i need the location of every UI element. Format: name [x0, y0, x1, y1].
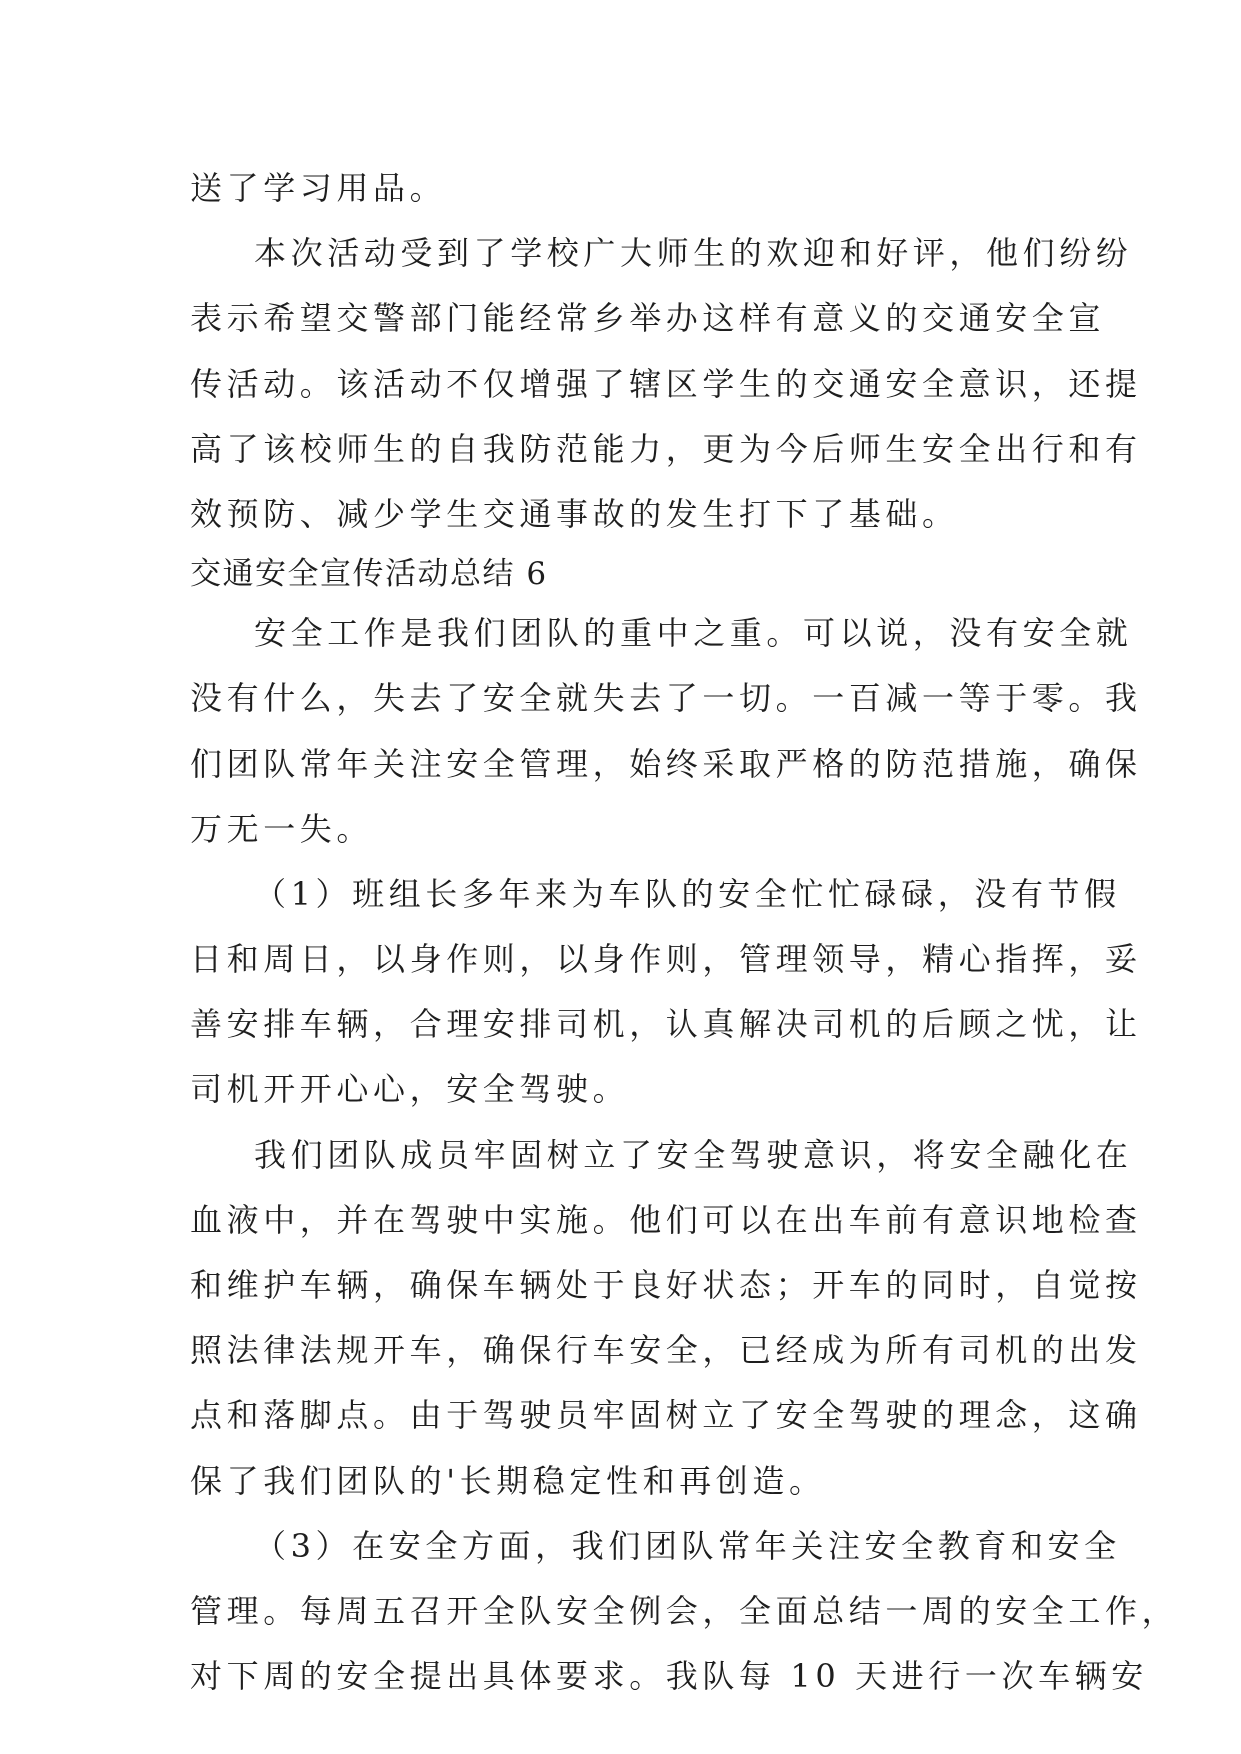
text-line: 送了学习用品。 — [190, 169, 447, 207]
text-line: 善安排车辆，合理安排司机，认真解决司机的后顾之忧，让 — [190, 1005, 1142, 1044]
text-line: 高了该校师生的自我防范能力，更为今后师生安全出行和有 — [190, 429, 1142, 468]
document-body — [190, 156, 1179, 1709]
text-line: 保了我们团队的'长期稳定性和再创造。 — [190, 1461, 826, 1500]
text-line: 点和落脚点。由于驾驶员牢固树立了安全驾驶的理念，这确 — [190, 1396, 1142, 1435]
text-line: （1）班组长多年来为车队的安全忙忙碌碌，没有节假 — [254, 874, 1121, 913]
text-line: 司机开开心心，安全驾驶。 — [190, 1070, 630, 1109]
section-title: 交通安全宣传活动总结 6 — [190, 556, 548, 593]
text-line: 我们团队成员牢固树立了安全驾驶意识，将安全融化在 — [254, 1135, 1133, 1174]
text-line: 安全工作是我们团队的重中之重。可以说，没有安全就 — [254, 614, 1133, 653]
text-line: （3）在安全方面，我们团队常年关注安全教育和安全 — [254, 1526, 1121, 1565]
text-line: 血液中，并在驾驶中实施。他们可以在出车前有意识地检查 — [190, 1200, 1142, 1239]
text-line: 照法律法规开车，确保行车安全，已经成为所有司机的出发 — [190, 1331, 1142, 1370]
text-line: 本次活动受到了学校广大师生的欢迎和好评，他们纷纷 — [254, 234, 1133, 273]
text-line: 表示希望交警部门能经常乡举办这样有意义的交通安全宣 — [190, 299, 1106, 338]
text-line: 日和周日，以身作则，以身作则，管理领导，精心指挥，妥 — [190, 940, 1142, 979]
text-line: 们团队常年关注安全管理，始终采取严格的防范措施，确保 — [190, 744, 1142, 783]
text-line: 万无一失。 — [190, 809, 374, 848]
text-line: 和维护车辆，确保车辆处于良好状态；开车的同时，自觉按 — [190, 1266, 1142, 1304]
text-line: 管理。每周五召开全队安全例会，全面总结一周的安全工作， — [190, 1591, 1179, 1630]
text-line: 没有什么，失去了安全就失去了一切。一百减一等于零。我 — [190, 679, 1142, 718]
text-line: 传活动。该活动不仅增强了辖区学生的交通安全意识，还提 — [190, 364, 1142, 403]
text-line: 效预防、减少学生交通事故的发生打下了基础。 — [190, 494, 959, 533]
text-line: 对下周的安全提出具体要求。我队每 10 天进行一次车辆安 — [190, 1657, 1148, 1696]
